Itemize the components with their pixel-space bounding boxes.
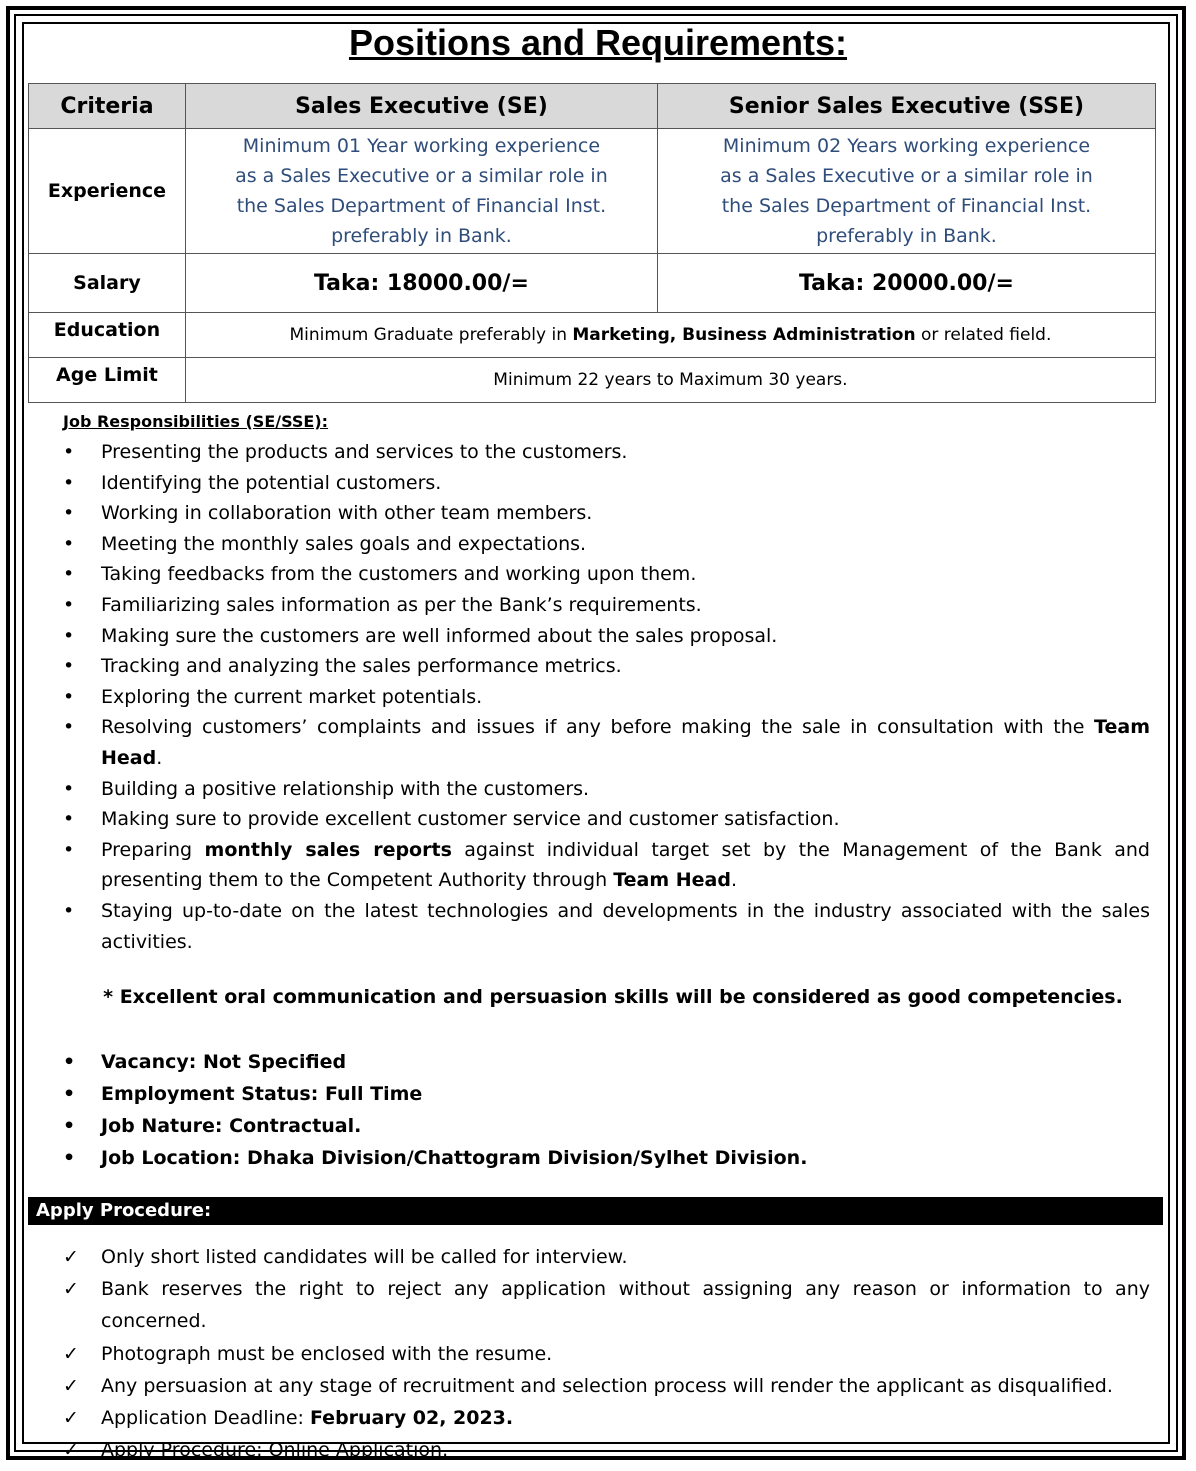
header-criteria: Criteria: [29, 84, 186, 129]
bullet-icon: •: [63, 655, 75, 678]
se-experience-line: Minimum 01 Year working experience: [242, 135, 601, 157]
bullet-icon: •: [63, 624, 75, 647]
responsibilities-heading: Job Responsibilities (SE/SSE):: [63, 412, 329, 431]
item-text: Making sure to provide excellent customer service and customer satisfaction.: [101, 808, 840, 831]
item-text: Working in collaboration with other team members.: [101, 502, 593, 525]
item-text: Presenting the products and services to the customers.: [101, 441, 628, 463]
table-row-experience: [29, 129, 1156, 254]
bullet-icon: •: [63, 471, 75, 494]
label-salary: Salary: [29, 254, 186, 313]
bullet-icon: •: [63, 1147, 76, 1169]
education-bold: Marketing, Business Administration: [572, 325, 916, 345]
item-text: Job Location: Dhaka Division/Chattogram Division/Sylhet Division.: [101, 1147, 808, 1169]
se-experience-line: preferably in Bank.: [331, 225, 512, 247]
list-item: [0, 1142, 1150, 1174]
item-text: against individual target set by the Management of the Bank and presenting them to the Competent Authority through: [101, 838, 1150, 892]
item-text: Photograph must be enclosed with the resume.: [101, 1342, 553, 1365]
label-experience: Experience: [29, 129, 186, 254]
label-education: Education: [29, 313, 186, 358]
list-item: [0, 1370, 1150, 1402]
item-text: Bank reserves the right to reject any application without assigning any reason or information to any concerned.: [101, 1278, 1150, 1333]
age-value: Minimum 22 years to Maximum 30 years.: [185, 358, 1155, 403]
bullet-icon: •: [63, 502, 75, 525]
bullet-icon: •: [63, 808, 75, 831]
deadline-label: Application Deadline:: [101, 1407, 310, 1430]
table-header-row: [29, 84, 1156, 129]
list-item: [0, 835, 1150, 896]
item-bold: monthly sales reports: [204, 838, 452, 861]
item-text: Only short listed candidates will be called for interview.: [101, 1246, 628, 1268]
table-row-salary: [29, 254, 1156, 313]
item-text: Identifying the potential customers.: [101, 471, 442, 494]
job-info-list: [0, 1046, 1150, 1174]
item-bold: Team Head: [101, 716, 1150, 769]
apply-procedure-heading: Apply Procedure:: [28, 1197, 1163, 1225]
list-item: [0, 590, 1150, 621]
list-item: [0, 804, 1150, 835]
item-text: Taking feedbacks from the customers and working upon them.: [101, 563, 697, 586]
header-se: Sales Executive (SE): [185, 84, 657, 129]
page-title: Positions and Requirements:: [348, 22, 848, 63]
bullet-icon: •: [63, 1083, 76, 1105]
list-item: [0, 1338, 1150, 1370]
item-text: Making sure the customers are well informed about the sales proposal.: [101, 624, 778, 647]
item-text: Job Nature: Contractual.: [101, 1115, 362, 1137]
table-row-age: [29, 358, 1156, 403]
list-item: [0, 712, 1150, 773]
item-bold: Team Head: [613, 869, 731, 892]
se-salary: Taka: 18000.00/=: [185, 254, 657, 313]
bullet-icon: •: [63, 1115, 76, 1137]
list-item: [0, 559, 1150, 590]
item-text: Meeting the monthly sales goals and expectations.: [101, 532, 587, 555]
list-item: [0, 774, 1150, 805]
label-age: Age Limit: [29, 358, 186, 403]
header-sse: Senior Sales Executive (SSE): [657, 84, 1155, 129]
bullet-icon: •: [63, 716, 75, 739]
list-item: [0, 498, 1150, 529]
responsibilities-list: [0, 437, 1150, 957]
bullet-icon: •: [63, 441, 75, 463]
item-text: .: [730, 869, 738, 892]
list-item: [0, 1078, 1150, 1110]
competency-note: * Excellent oral communication and persuasion skills will be considered as good competencies.: [103, 986, 1123, 1008]
item-text: Tracking and analyzing the sales performance metrics.: [101, 655, 622, 678]
bullet-icon: •: [63, 532, 75, 555]
list-item: [0, 1402, 1150, 1434]
bullet-icon: •: [63, 685, 75, 708]
item-text: Any persuasion at any stage of recruitment and selection process will render the applicant as disqualified.: [101, 1374, 1113, 1397]
bullet-icon: •: [63, 899, 75, 922]
deadline-value: February 02, 2023.: [309, 1407, 514, 1430]
bullet-icon: •: [63, 838, 75, 861]
se-experience-line: as a Sales Executive or a similar role in: [235, 165, 608, 187]
item-text: Familiarizing sales information as per the Bank’s requirements.: [101, 593, 702, 616]
item-text: Vacancy: Not Specified: [101, 1051, 347, 1073]
education-post: or related field.: [915, 325, 1052, 345]
list-item: [0, 651, 1150, 682]
bullet-icon: •: [63, 593, 75, 616]
list-item: [0, 529, 1150, 560]
checkmark-icon: ✓: [63, 1439, 79, 1462]
checkmark-icon: ✓: [63, 1374, 79, 1397]
education-value: [185, 313, 1155, 358]
sse-salary: Taka: 20000.00/=: [657, 254, 1155, 313]
item-text: Resolving customers’ complaints and issues if any before making the sale in consultation with the: [101, 716, 1095, 739]
table-row-education: [29, 313, 1156, 358]
item-text: Exploring the current market potentials.: [101, 685, 483, 708]
sse-experience-line: as a Sales Executive or a similar role in: [720, 165, 1093, 187]
list-item: [0, 1434, 1150, 1466]
education-pre: Minimum Graduate preferably in: [289, 325, 573, 345]
sse-experience-line: the Sales Department of Financial Inst.: [721, 195, 1092, 217]
item-text: .: [156, 746, 163, 769]
bullet-icon: •: [63, 777, 75, 800]
sse-experience: [657, 129, 1155, 254]
list-item: [0, 682, 1150, 713]
se-experience: [185, 129, 657, 254]
checkmark-icon: ✓: [63, 1407, 79, 1430]
sse-experience-line: Minimum 02 Years working experience: [722, 135, 1091, 157]
item-text: Preparing: [101, 838, 205, 861]
list-item: [0, 1241, 1150, 1273]
sse-experience-line: preferably in Bank.: [816, 225, 997, 247]
bullet-icon: •: [63, 1051, 76, 1073]
apply-procedure-list: [0, 1241, 1150, 1466]
list-item: [0, 468, 1150, 499]
list-item: [0, 621, 1150, 652]
checkmark-icon: ✓: [63, 1278, 79, 1301]
list-item: [0, 1110, 1150, 1142]
item-text: Apply Procedure: Online Application.: [101, 1439, 449, 1462]
bullet-icon: •: [63, 563, 75, 586]
list-item: [0, 1273, 1150, 1337]
se-experience-line: the Sales Department of Financial Inst.: [236, 195, 607, 217]
checkmark-icon: ✓: [63, 1246, 79, 1268]
item-text: Building a positive relationship with the customers.: [101, 777, 590, 800]
requirements-table: [28, 83, 1156, 403]
list-item: [0, 896, 1150, 957]
list-item: [0, 437, 1150, 468]
item-text: Employment Status: Full Time: [101, 1083, 423, 1105]
checkmark-icon: ✓: [63, 1342, 79, 1365]
item-text: Staying up-to-date on the latest technologies and developments in the industry associated with the sales activities.: [101, 899, 1150, 953]
list-item: [0, 1046, 1150, 1078]
